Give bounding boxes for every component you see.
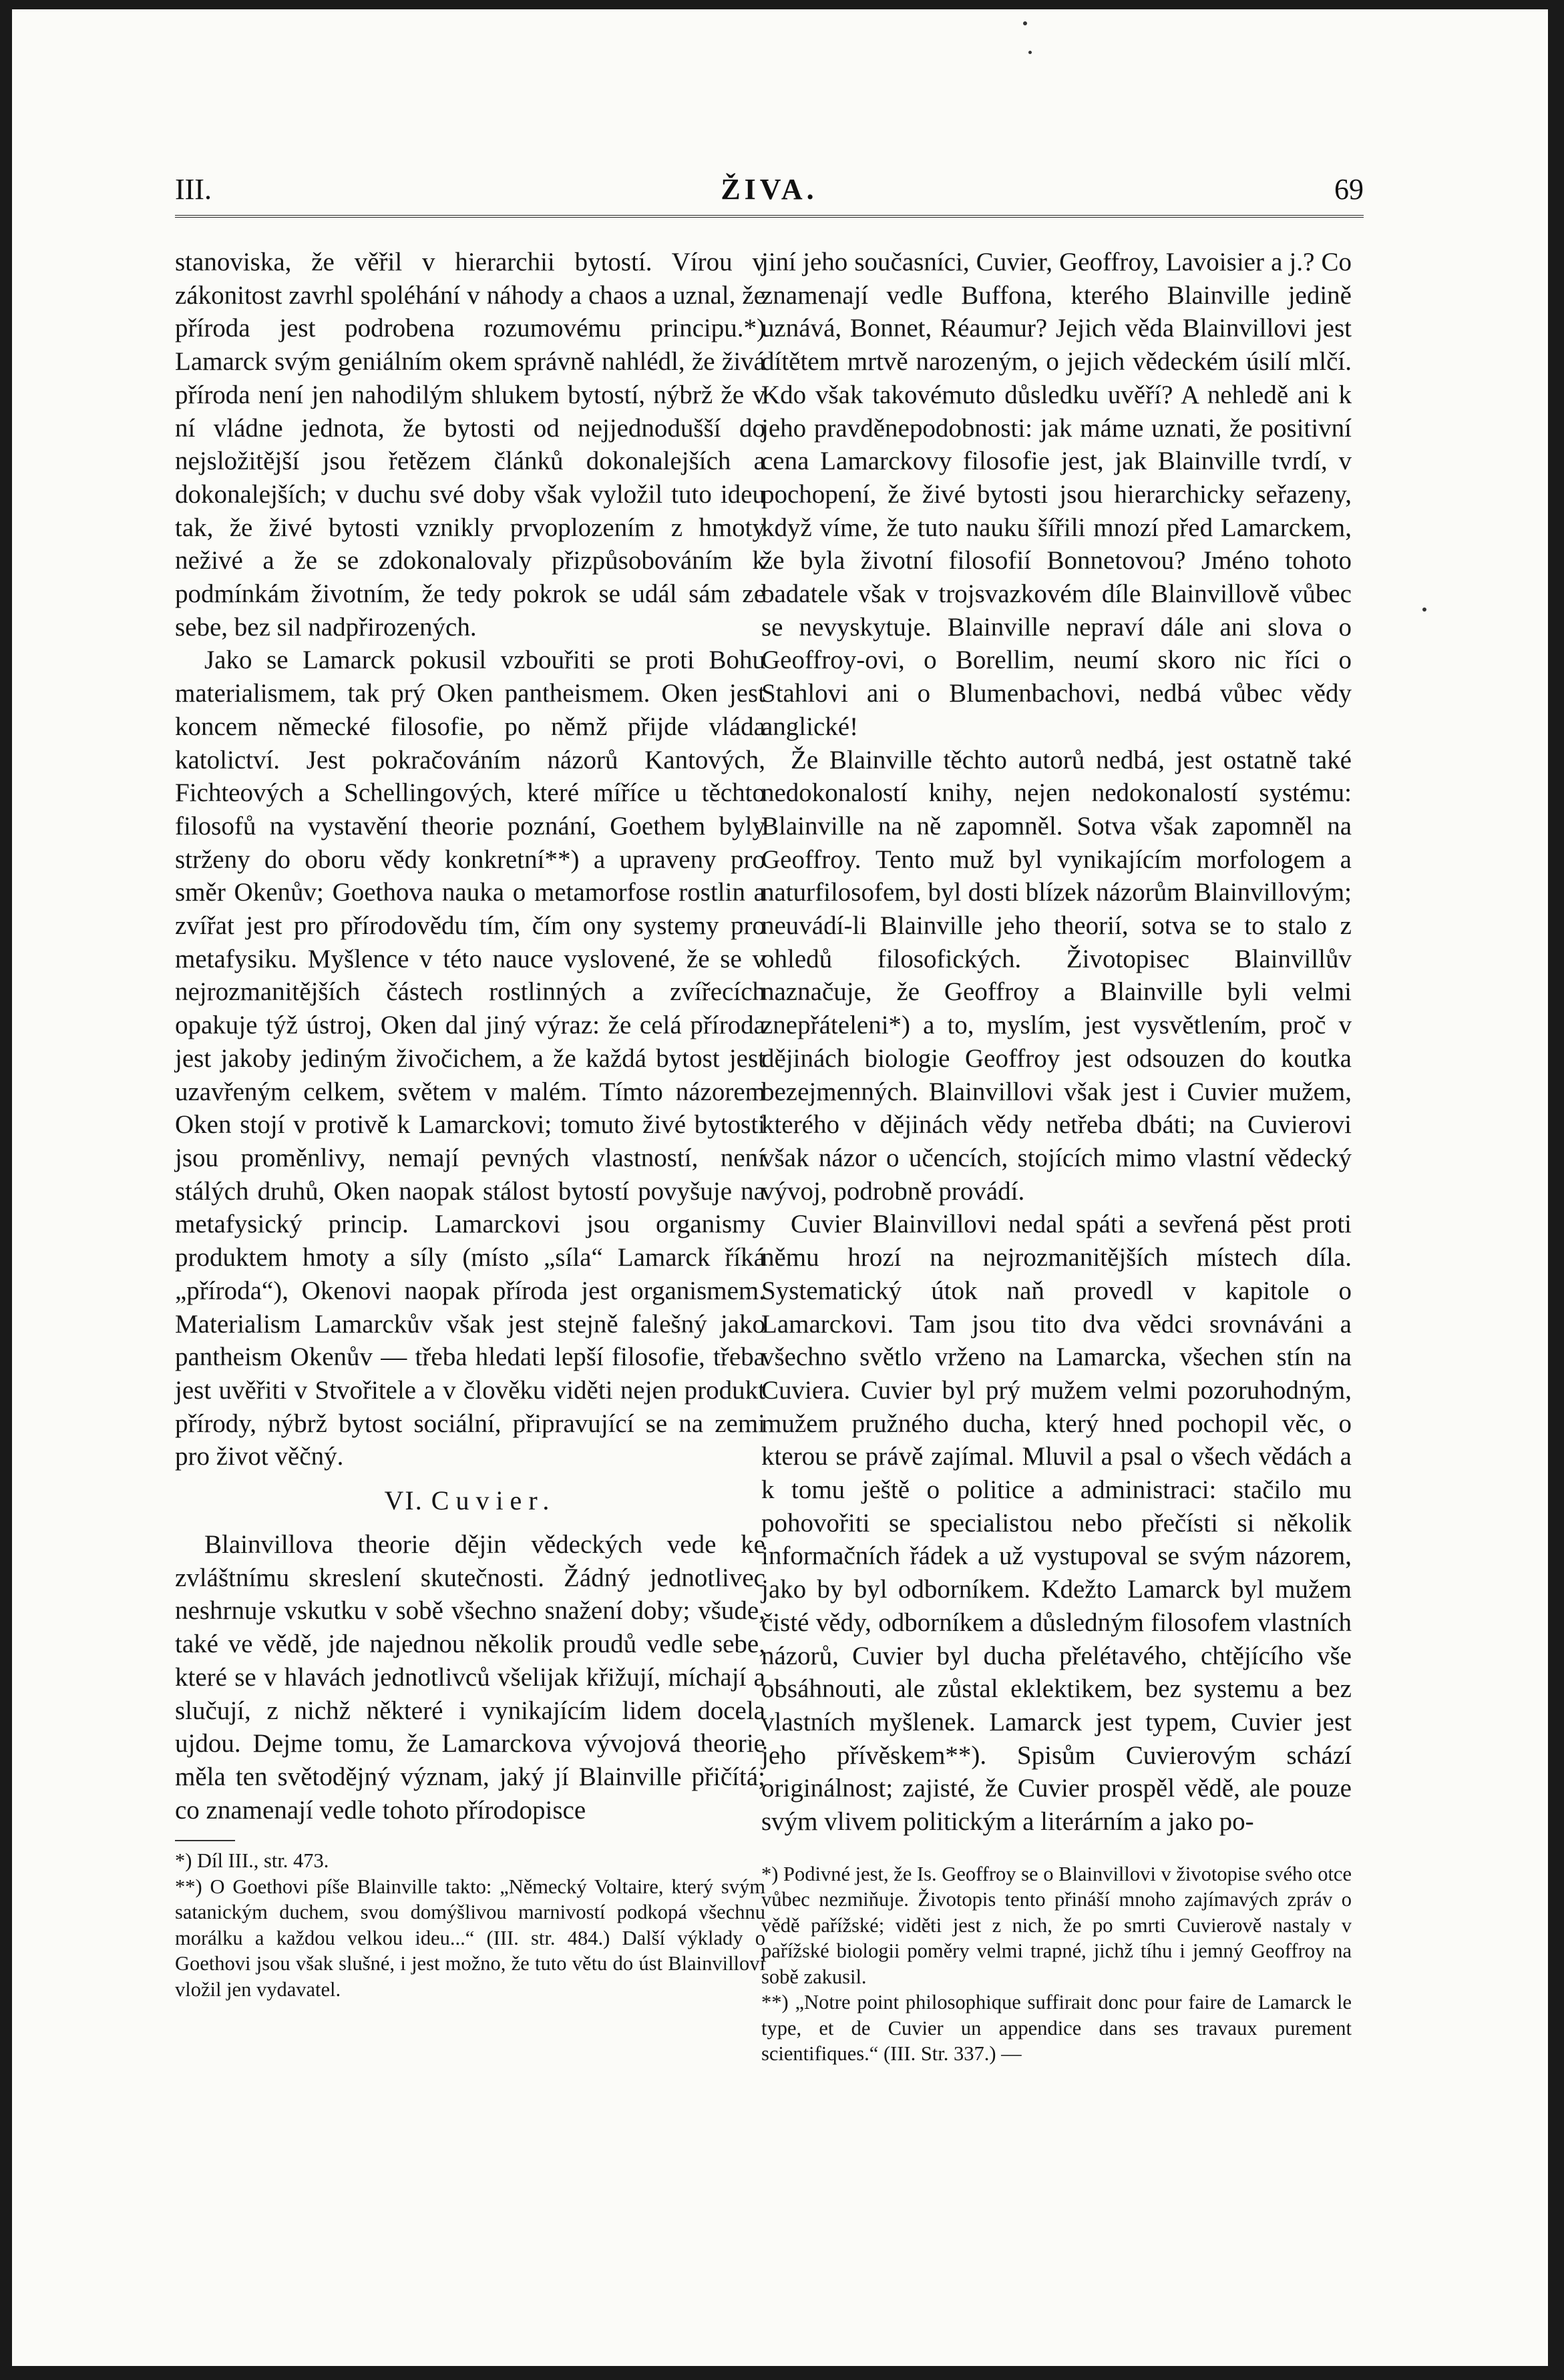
footnote: *) Podivné jest, že Is. Geoffroy se o Blainvillovi v životopise svého otce vůbec nezmiňuje. Životopis tento přináší mnoho zajímavých zpráv o vědě pařížské; viděti jest z nich, že po smrti Cuvierově nastaly v pařížské biologii poměry velmi trapné, jichž tíhu i jemný Geoffroy na sobě zakusil. xyxy=(761,1862,1352,1988)
paragraph: Že Blainville těchto autorů nedbá, jest ostatně také nedokonalostí knihy, nejen nedokonalostí systému: Blainville na ně zapomněl. Sotva však zapomněl na Geoffroy. Tento muž byl vynikajícím morfologem a naturfilosofem, byl dosti blízek názorům Blainvillovým; neuvádí-li Blainville jeho theorií, sotva se to stalo z ohledů filosofických. Životopisec Blainvillův naznačuje, že Geoffroy a Blainville byli velmi znepřáteleni*) a to, myslím, jest vysvětlením, proč v dějinách biologie Geoffroy jest odsouzen do koutka bezejmenných. Blainvillovi však jest i Cuvier mužem, kterého v dějinách vědy netřeba dbáti; na Cuvierovi však názor o učencích, stojících mimo vlastní vědecký vývoj, podrobně provádí. xyxy=(761,745,1352,1206)
scan-speck xyxy=(1023,21,1027,25)
volume-number: III. xyxy=(175,173,212,206)
section-heading xyxy=(175,1484,765,1517)
footnote-separator xyxy=(175,1840,235,1841)
header-rule xyxy=(175,215,1364,218)
footnote: *) Díl III., str. 473. xyxy=(175,1849,329,1873)
footnote: **) O Goethovi píše Blainville takto: „Německý Voltaire, který svým satanickým duchem, svou domýšlivou marnivostí podkopá všechnu morálku a každou velkou ideu...“ (III. str. 484.) Další výklady o Goethovi jsou však slušné, i jest možno, že tuto větu do úst Blainvillovi vložil jen vydavatel. xyxy=(175,1875,765,2001)
running-header xyxy=(175,172,1364,212)
paragraph: Blainvillova theorie dějin vědeckých vede ke zvláštnímu skreslení skutečnosti. Žádný jednotlivec neshrnuje vskutku v sobě všechno snažení doby; všude, také ve vědě, jde najednou několik proudů vedle sebe, které se v hlavách jednotlivců všelijak křižují, míchají a slučují, z nichž některé i vynikajícím lidem docela ujdou. Dejme tomu, že Lamarckova vývojová theorie měla ten světodějný význam, jaký jí Blainville přičítá; co znamenají vedle tohoto přírodopisce xyxy=(175,1530,765,1825)
right-column xyxy=(761,246,1352,2067)
paragraph: Cuvier Blainvillovi nedal spáti a sevřená pěst proti němu hrozí na nejrozmanitějších místech díla. Systematický útok naň provedl v kapitole o Lamarckovi. Tam jsou tito dva vědci srovnáváni a všechno světlo vrženo na Lamarcka, všechen stín na Cuviera. Cuvier byl prý mužem velmi pozoruhodným, mužem pružného ducha, který hned pochopil věc, o kterou se právě zajímal. Mluvil a psal o všech vědách a k tomu ještě o politice a administraci: stačilo mu pohovořiti se specialistou nebo přečísti si několik informačních řádek a už vystupoval se svým názorem, jako by byl odborníkem. Kdežto Lamarck byl mužem čisté vědy, odborníkem a důsledným filosofem vlastních názorů, Cuvier byl ducha přelétavého, chtějícího vše obsáhnouti, ale zůstal eklektikem, bez systemu a bez vlastních myšlenek. Lamarck jest typem, Cuvier jest jeho přívěskem**). Spisům Cuvierovým schází originálnost; zajisté, že Cuvier prospěl vědě, ale pouze svým vlivem politickým a literárním a jako po- xyxy=(761,1210,1352,1837)
paragraph: stanoviska, že věřil v hierarchii bytostí. Vírou v zákonitost zavrhl spoléhání v náhody a chaos a uznal, že příroda jest podrobena rozumovému principu.*) Lamarck svým geniálním okem správně nahlédl, že živá příroda není jen nahodilým shlukem bytostí, nýbrž že v ní vládne jednota, že bytosti od nejjednodušší do nejsložitější jsou řetězem článků dokonalejších a dokonalejších; v duchu své doby však vyložil tuto ideu tak, že živé bytosti vznikly prvoplozením z hmoty neživé a že se zdokonalovaly přizpůsobováním k podmínkám životním, že tedy pokrok se udál sám ze sebe, bez sil nadpřirozených. xyxy=(175,248,765,642)
paragraph: Jako se Lamarck pokusil vzbouřiti se proti Bohu materialismem, tak prý Oken pantheismem. Oken jest koncem německé filosofie, po němž přijde vláda katolictví. Jest pokračováním názorů Kantových, Fichteových a Schellingových, které míříce u těchto filosofů na vystavění theorie poznání, Goethem byly strženy do oboru vědy konkretní**) a upraveny pro směr Okenův; Goethova nauka o metamorfose rostlin a zvířat jest pro přírodovědu tím, čím ony systemy pro metafysiku. Myšlence v této nauce vyslovené, že se v nejrozmanitějších částech rostlinných a zvířecích opakuje týž ústroj, Oken dal jiný výraz: že celá příroda jest jakoby jediným živočichem, a že každá bytost jest uzavřeným celkem, světem v malém. Tímto názorem Oken stojí v protivě k Lamarckovi; tomuto živé bytosti jsou proměnlivy, nemají pevných vlastností, není stálých druhů, Oken naopak stálost bytostí povyšuje na metafysický princip. Lamarckovi jsou organismy produktem hmoty a síly (místo „síla“ Lamarck říká „příroda“), Okenovi naopak příroda jest organismem. Materialism Lamarckův však jest stejně falešný jako pantheism Okenův — třeba hledati lepší filosofie, třeba jest uvěřiti v Stvořitele a v člověku viděti nejen produkt přírody, nýbrž bytost sociální, připravující se na zemi pro život věčný. xyxy=(175,646,765,1471)
scan-speck xyxy=(1028,51,1032,54)
section-number: VI. xyxy=(384,1485,423,1516)
left-column xyxy=(175,246,765,2002)
page-number: 69 xyxy=(1334,173,1364,206)
journal-title: ŽIVA. xyxy=(721,173,818,206)
section-name: Cuvier. xyxy=(431,1485,556,1516)
paragraph: jiní jeho současníci, Cuvier, Geoffroy, Lavoisier a j.? Co znamenají vedle Buffona, kterého Blainville jedině uznává, Bonnet, Réaumur? Jejich věda Blainvillovi jest dítětem mrtvě narozeným, o jejich vědeckém úsilí mlčí. Kdo však takovémuto důsledku uvěří? A nehledě ani k jeho pravděnepodobnosti: jak máme uznati, že positivní cena Lamarckovy filosofie jest, jak Blainville tvrdí, v pochopení, že živé bytosti jsou hierarchicky seřazeny, když víme, že tuto nauku šířili mnozí před Lamarckem, že byla životní filosofií Bonnetovou? Jméno tohoto badatele však v trojsvazkovém díle Blainvillově vůbec se nevyskytuje. Blainville nepraví dále ani slova o Geoffroy-ovi, o Borellim, neumí skoro nic říci o Stahlovi ani o Blumenbachovi, nedbá vůbec vědy anglické! xyxy=(761,248,1352,741)
footnote: **) „Notre point philosophique suffirait donc pour faire de Lamarck le type, et de Cuvier un appendice dans ses travaux purement scientifiques.“ (III. Str. 337.) — xyxy=(761,1991,1352,2066)
scan-speck xyxy=(1422,608,1426,612)
footnotes xyxy=(761,1861,1352,2067)
